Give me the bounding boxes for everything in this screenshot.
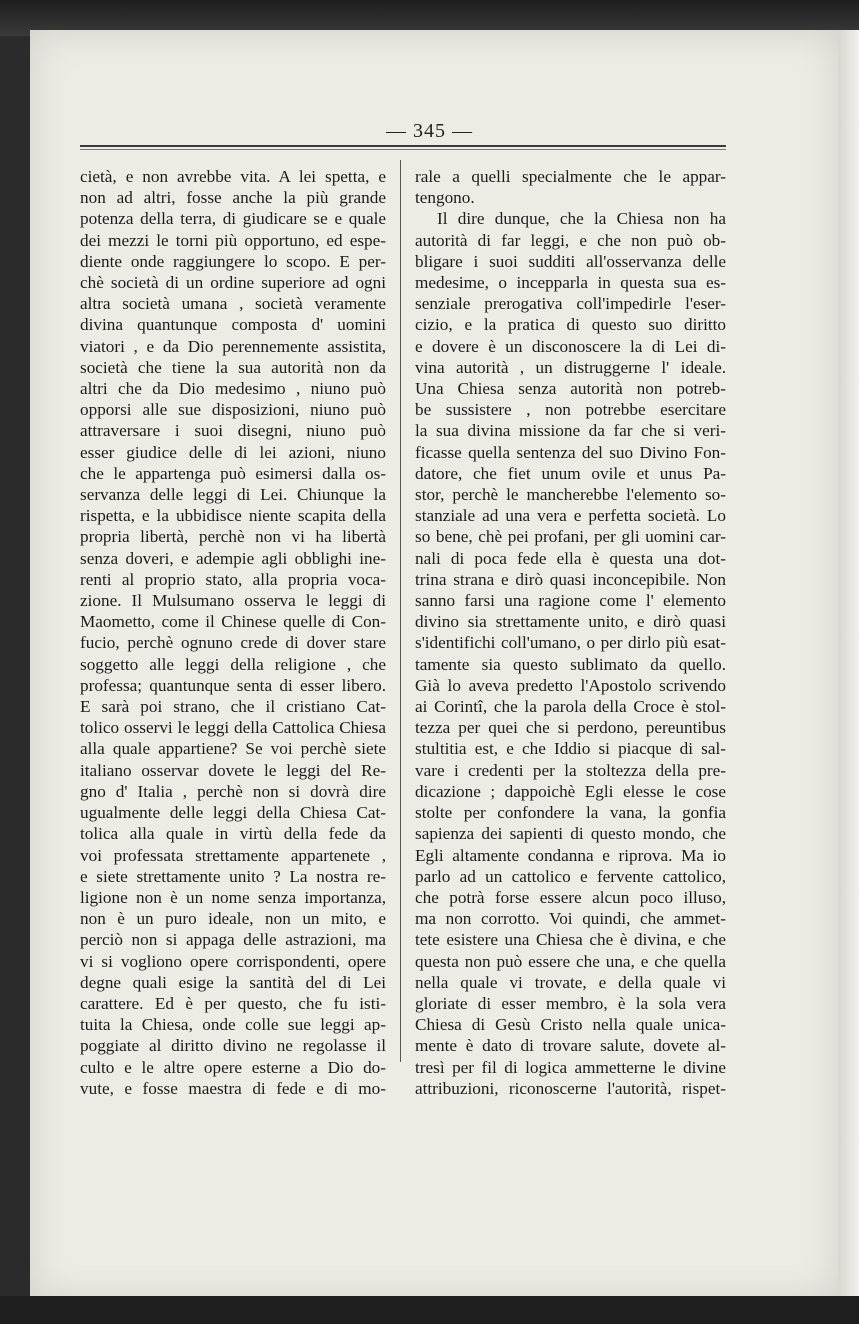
- text-line: stor, perchè le mancherebbe l'elemento so-: [415, 485, 726, 505]
- text-line: dicazione ; dappoichè Egli elesse le cose: [415, 781, 726, 801]
- text-line: professa; quantunque senta di esser libero.: [80, 675, 386, 695]
- text-line: trina strana e dirò quasi inconcepibile. Non: [415, 569, 726, 589]
- text-line: rale a quelli specialmente che le appar-: [415, 167, 726, 186]
- text-line: diente onde raggiungere lo scopo. E per-: [80, 251, 386, 271]
- text-line: attraversare i suoi disegni, niuno può: [80, 421, 386, 441]
- text-line: stanziale ad una vera e perfetta società. Lo: [415, 506, 726, 526]
- text-line: tengono.: [415, 188, 475, 208]
- text-line: ugualmente delle leggi della Chiesa Cat-: [80, 803, 386, 823]
- page-edge: [838, 30, 859, 1300]
- text-line: tolico osservi le leggi della Cattolica Chiesa: [80, 718, 386, 738]
- page-number: — 345 —: [386, 120, 473, 142]
- text-line: altri che da Dio medesimo , niuno può: [80, 379, 386, 399]
- right-column: [415, 166, 726, 1099]
- text-line: fucio, perchè ognuno crede di dover stare: [80, 633, 386, 653]
- text-line: Egli altamente condanna e riprova. Ma io: [415, 845, 726, 865]
- text-line: renti al proprio stato, alla propria voca-: [80, 569, 386, 589]
- text-line: stolte per confondere la vana, la gonfia: [415, 803, 726, 823]
- text-line: società che tiene la sua autorità non da: [80, 357, 386, 377]
- text-line: propria libertà, perchè non vi ha libertà: [80, 527, 386, 547]
- text-line: parlo ad un cattolico e fervente cattolico,: [415, 866, 726, 886]
- text-line: perciò non si appaga delle astrazioni, ma: [80, 930, 386, 950]
- text-line: vi si vogliono opere corrispondenti, opere: [80, 951, 386, 971]
- text-line: Una Chiesa senza autorità non potreb-: [415, 379, 726, 399]
- text-line: stultitia est, e che Iddio si piacque di sal-: [415, 739, 726, 759]
- text-line: Maometto, come il Chinese quelle di Con-: [80, 612, 386, 632]
- text-line: medesime, o incepparla in questa sua es-: [415, 273, 726, 293]
- text-line: tezza per quei che si perdono, pereuntibus: [415, 718, 726, 738]
- text-line: che potrà forse essere alcun poco illuso,: [415, 887, 726, 907]
- text-line: be sussistere , non potrebbe esercitare: [415, 400, 726, 420]
- text-line: tolica alla quale in virtù della fede da: [80, 824, 386, 844]
- text-line: senza doveri, e adempie agli obblighi ine-: [80, 548, 386, 568]
- text-line: potenza della terra, di giudicare se e quale: [80, 209, 386, 229]
- text-line: viatori , e da Dio perennemente assistita,: [80, 336, 386, 356]
- text-line: ficasse quella sentenza del suo Divino Fon-: [415, 442, 726, 462]
- text-line: sanno farsi una ragione come l' elemento: [415, 591, 726, 611]
- text-line: cizio, e la pratica di questo suo diritto: [415, 315, 726, 335]
- text-line: Chiesa di Gesù Cristo nella quale unica-: [415, 1015, 726, 1035]
- text-line: so bene, chè pei profani, per gli uomini car-: [415, 527, 726, 547]
- text-line: altra società umana , società veramente: [80, 294, 386, 314]
- text-line: chè società di un ordine superiore ad ogni: [80, 273, 386, 293]
- text-line: datore, che fiet unum ovile et unus Pa-: [415, 463, 726, 483]
- header-rule: [80, 145, 726, 147]
- text-line: questa non può essere che una, e che quella: [415, 951, 726, 971]
- text-line: divino sia strettamente unito, e dirò quasi: [415, 612, 726, 632]
- text-line: vina autorità , un distruggerne l' ideale.: [415, 357, 726, 377]
- header-rule-thin: [80, 149, 726, 150]
- text-line: gno d' Italia , perchè non si dovrà dire: [80, 781, 386, 801]
- text-line: la sua divina missione da far che si veri-: [415, 421, 726, 441]
- text-line: senziale prerogativa coll'impedirle l'eser-: [415, 294, 726, 314]
- text-line: alla quale appartiene? Se voi perchè siete: [80, 739, 386, 759]
- text-line: bligare i suoi sudditi all'osservanza delle: [415, 251, 726, 271]
- text-line: tuita la Chiesa, onde colle sue leggi ap-: [80, 1015, 386, 1035]
- text-line: divina quantunque composta d' uomini: [80, 315, 386, 335]
- text-line: non ad altri, fosse anche la più grande: [80, 188, 386, 208]
- text-line: non è un puro ideale, non un mito, e: [80, 909, 386, 929]
- text-line: sapienza dei sapienti di questo mondo, che: [415, 824, 726, 844]
- text-line: cietà, e non avrebbe vita. A lei spetta, e: [80, 167, 386, 186]
- text-line: servanza delle leggi di Lei. Chiunque la: [80, 485, 386, 505]
- text-line: soggetto alle leggi della religione , che: [80, 654, 386, 674]
- text-line: ligione non è un nome senza importanza,: [80, 887, 386, 907]
- text-line: e siete strettamente unito ? La nostra re-: [80, 866, 386, 886]
- left-column: [80, 166, 386, 1099]
- text-line: tresì per fil di logica ammetterne le divine: [415, 1057, 726, 1077]
- text-line: voi professata strettamente appartenete ,: [80, 845, 386, 865]
- text-line: che le appartenga può esimersi dalla os-: [80, 463, 386, 483]
- text-line: nali di poca fede ella è questa una dot-: [415, 548, 726, 568]
- text-line: nella quale vi trovate, e della quale vi: [415, 972, 726, 992]
- text-line: opporsi alle sue disposizioni, niuno può: [80, 400, 386, 420]
- text-line: culto e le altre opere esterne a Dio do-: [80, 1057, 386, 1077]
- text-line: zione. Il Mulsumano osserva le leggi di: [80, 591, 386, 611]
- text-line: E sarà poi strano, che il cristiano Cat-: [80, 697, 386, 717]
- text-line: rispetta, e la ubbidisce niente scapita della: [80, 506, 386, 526]
- text-line: degne quali esige la santità del di Lei: [80, 972, 386, 992]
- text-line: poggiate al diritto divino ne regolasse il: [80, 1036, 386, 1056]
- scan-bottom-border: [0, 1296, 859, 1324]
- text-line: gloriate di esser membro, è la sola vera: [415, 993, 726, 1013]
- text-line: esser giudice delle di lei azioni, niuno: [80, 442, 386, 462]
- text-line: carattere. Ed è per questo, che fu isti-: [80, 993, 386, 1013]
- text-line: dei mezzi le torni più opportuno, ed espe-: [80, 230, 386, 250]
- text-line: mente è dato di trovare salute, dovete al-: [415, 1036, 726, 1056]
- text-line: ma non corrotto. Voi quindi, che ammet-: [415, 909, 726, 929]
- text-line: attribuzioni, riconoscerne l'autorità, rispet-: [415, 1078, 726, 1098]
- text-line: tete esistere una Chiesa che è divina, e che: [415, 930, 726, 950]
- text-line: italiano osservar dovete le leggi del Re-: [80, 760, 386, 780]
- text-line: Il dire dunque, che la Chiesa non ha: [437, 209, 726, 229]
- text-line: vute, e fosse maestra di fede e di mo-: [80, 1078, 386, 1098]
- text-line: vare i credenti per la stoltezza della pre-: [415, 760, 726, 780]
- text-line: ai Corintî, che la parola della Croce è stol-: [415, 697, 726, 717]
- text-line: Già lo aveva predetto l'Apostolo scrivendo: [415, 675, 726, 695]
- text-line: e dovere è un disconoscere la di Lei di-: [415, 336, 726, 356]
- text-line: tamente sia questo sublimato da quello.: [415, 654, 726, 674]
- column-divider: [400, 160, 401, 1062]
- text-line: s'identifichi coll'umano, o per dirlo più esat-: [415, 633, 726, 653]
- text-line: autorità di far leggi, e che non può ob-: [415, 230, 726, 250]
